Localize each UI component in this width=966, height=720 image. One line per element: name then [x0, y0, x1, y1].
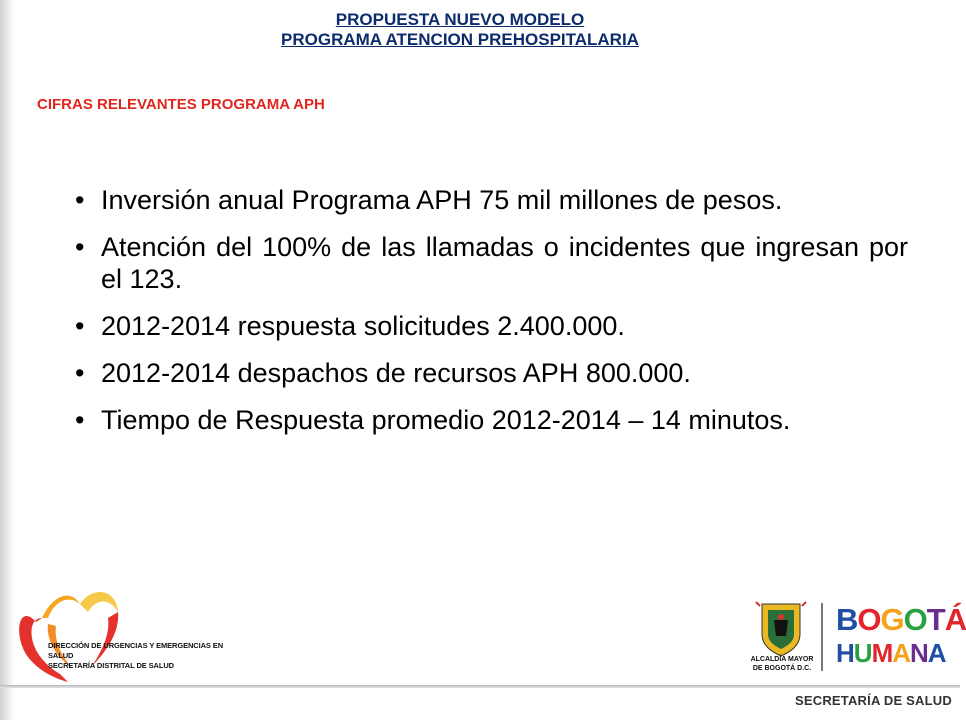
logo-letter: O — [857, 602, 881, 637]
logo-letter: Á — [944, 602, 966, 637]
bullet-item — [72, 310, 908, 342]
crest-caption — [742, 655, 822, 673]
slide-title — [0, 10, 920, 50]
left-logo-line-2: SECRETARÍA DISTRITAL DE SALUD — [48, 661, 174, 670]
logo-letter: H — [836, 638, 854, 668]
logo-letter: A — [927, 638, 946, 668]
bullet-item — [72, 404, 908, 436]
logo-letter: A — [892, 638, 911, 668]
crest-line-1: ALCALDÍA MAYOR — [750, 656, 814, 663]
title-line-1: PROPUESTA NUEVO MODELO — [335, 10, 585, 29]
bullet-text: 2012-2014 respuesta solicitudes 2.400.000. — [101, 311, 625, 341]
logo-letter: U — [853, 638, 872, 668]
left-logo-caption — [48, 641, 228, 671]
logo-letter: T — [926, 602, 945, 637]
bullet-item — [72, 184, 908, 216]
bullet-text: Tiempo de Respuesta promedio 2012-2014 – 14 minutos. — [101, 405, 791, 435]
bullet-dot-icon: • — [75, 311, 85, 341]
bullet-dot-icon: • — [75, 232, 85, 262]
bullet-item — [72, 231, 908, 295]
logo-separator — [821, 603, 823, 671]
logo-letter: B — [836, 602, 858, 637]
bullet-dot-icon: • — [75, 405, 85, 435]
footer-secretaria-label: SECRETARÍA DE SALUD — [795, 693, 952, 708]
bogota-humana-logo-line-2 — [836, 638, 946, 668]
section-title: CIFRAS RELEVANTES PROGRAMA APH — [37, 96, 325, 113]
bullet-dot-icon: • — [75, 185, 85, 215]
bullet-dot-icon: • — [75, 358, 85, 388]
logo-letter: G — [880, 602, 904, 637]
logo-letter: O — [903, 602, 927, 637]
bullet-text: Atención del 100% de las llamadas o incidentes que ingresan por el 123. — [101, 232, 908, 294]
left-logo-line-1: DIRECCIÓN DE URGENCIAS Y EMERGENCIAS EN SALUD — [48, 641, 224, 660]
footer-divider — [0, 685, 960, 688]
logo-letter: N — [910, 638, 928, 668]
bullet-item — [72, 357, 908, 389]
bullet-text: 2012-2014 despachos de recursos APH 800.000. — [101, 358, 691, 388]
bullet-list — [72, 184, 908, 451]
title-line-2: PROGRAMA ATENCION PREHOSPITALARIA — [281, 30, 639, 49]
crest-line-2: DE BOGOTÁ D.C. — [752, 665, 812, 672]
logo-letter: M — [871, 638, 893, 668]
bogota-humana-logo-line-1 — [836, 603, 966, 637]
bullet-text: Inversión anual Programa APH 75 mil millones de pesos. — [101, 185, 783, 215]
